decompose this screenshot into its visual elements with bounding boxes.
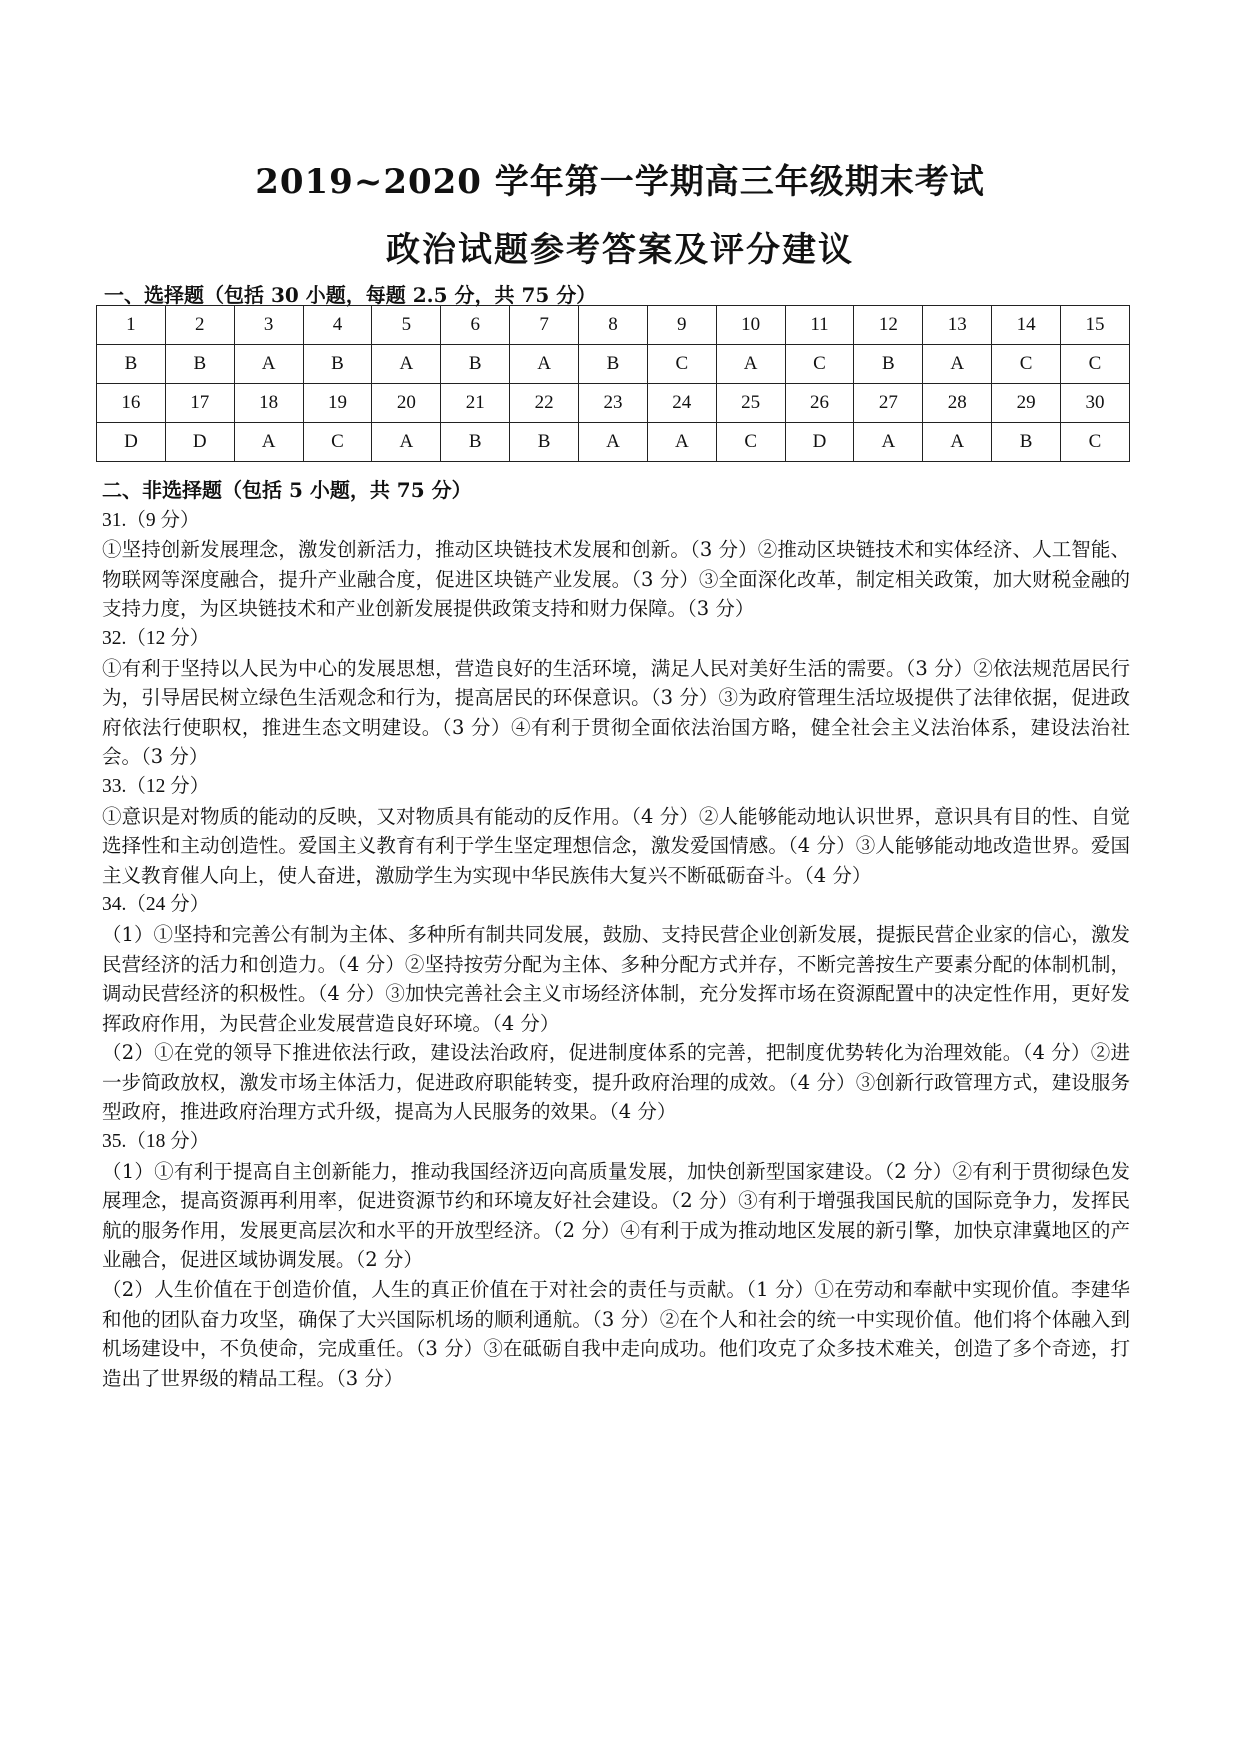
question-block (102, 506, 1130, 624)
answer-cell: A (372, 345, 441, 384)
answer-cell: C (647, 345, 716, 384)
answer-cell: C (303, 423, 372, 462)
question-number-cell: 19 (303, 384, 372, 423)
document-subtitle: 政治试题参考答案及评分建议 (386, 230, 854, 270)
question-number: 33.（12 分） (102, 775, 210, 797)
question-block (102, 772, 1130, 890)
question-number-cell: 23 (579, 384, 648, 423)
answer-paragraph: ①有利于坚持以人民为中心的发展思想，营造良好的生活环境，满足人民对美好生活的需要。（3 分）②依法规范居民行为，引导居民树立绿色生活观念和行为，提高居民的环保意识。（3 分）③为政府管理生活垃圾提供了法律依据，促进政府依法行使职权，推进生态文明建设。（3 分）④有利于贯彻全面依法治国方略，健全社会主义法治体系，建设法治社会。（3 分） (102, 656, 1130, 769)
question-block (102, 890, 1130, 1127)
question-number-row (97, 384, 1130, 423)
section2-heading: 二、非选择题（包括 5 小题，共 75 分） (102, 478, 472, 502)
question-number-cell: 2 (165, 306, 234, 345)
section2-body (102, 476, 1130, 1393)
answer-cell: B (303, 345, 372, 384)
answer-row (97, 345, 1130, 384)
question-number-cell: 1 (97, 306, 166, 345)
question-number-cell: 24 (647, 384, 716, 423)
answer-cell: B (510, 423, 579, 462)
answer-paragraph: ①坚持创新发展理念，激发创新活力，推动区块链技术发展和创新。（3 分）②推动区块链技术和实体经济、人工智能、物联网等深度融合，提升产业融合度，促进区块链产业发展。（3 分）③全面深化改革，制定相关政策，加大财税金融的支持力度，为区块链技术和产业创新发展提供政策支持和财力保障。（3 分） (102, 538, 1130, 621)
answer-cell: D (785, 423, 854, 462)
question-list (102, 506, 1130, 1394)
question-number-cell: 16 (97, 384, 166, 423)
question-number-row (97, 306, 1130, 345)
answer-cell: A (234, 423, 303, 462)
question-number-cell: 28 (923, 384, 992, 423)
question-number: 35.（18 分） (102, 1131, 210, 1153)
answer-paragraph: （1）①有利于提高自主创新能力，推动我国经济迈向高质量发展，加快创新型国家建设。（2 分）②有利于贯彻绿色发展理念，提高资源再利用率，促进资源节约和环境友好社会建设。（2 分）③有利于增强我国民航的国际竞争力，发挥民航的服务作用，发展更高层次和水平的开放型经济。（2 分）④有利于成为推动地区发展的新引擎，加快京津冀地区的产业融合，促进区域协调发展。（2 分） (102, 1159, 1130, 1272)
answer-cell: C (716, 423, 785, 462)
question-number-cell: 30 (1061, 384, 1130, 423)
answer-table (96, 305, 1130, 462)
answer-paragraph: ①意识是对物质的能动的反映，又对物质具有能动的反作用。（4 分）②人能够能动地认识世界，意识具有目的性、自觉选择性和主动创造性。爱国主义教育有利于学生坚定理想信念，激发爱国情感。（4 分）③人能够能动地改造世界。爱国主义教育催人向上，使人奋进，激励学生为实现中华民族伟大复兴不断砥砺奋斗。（4 分） (102, 804, 1130, 887)
document-title: 2019~2020 学年第一学期高三年级期末考试 (255, 162, 985, 202)
question-number-cell: 7 (510, 306, 579, 345)
question-number-cell: 17 (165, 384, 234, 423)
question-block (102, 1127, 1130, 1393)
question-number-cell: 20 (372, 384, 441, 423)
answer-cell: B (579, 345, 648, 384)
question-number-cell: 22 (510, 384, 579, 423)
question-number-cell: 13 (923, 306, 992, 345)
answer-cell: A (923, 423, 992, 462)
question-number: 31.（9 分） (102, 509, 200, 531)
answer-cell: A (923, 345, 992, 384)
question-number-cell: 14 (992, 306, 1061, 345)
answer-cell: A (234, 345, 303, 384)
answer-cell: C (1061, 423, 1130, 462)
answer-cell: B (441, 345, 510, 384)
answer-row (97, 423, 1130, 462)
answer-paragraph: （1）①坚持和完善公有制为主体、多种所有制共同发展，鼓励、支持民营企业创新发展，提振民营企业家的信心，激发民营经济的活力和创造力。（4 分）②坚持按劳分配为主体、多种分配方式并存，不断完善按生产要素分配的体制机制，调动民营经济的积极性。（4 分）③加快完善社会主义市场经济体制，充分发挥市场在资源配置中的决定性作用，更好发挥政府作用，为民营企业发展营造良好环境。（4 分） (102, 922, 1130, 1035)
section1-heading: 一、选择题（包括 30 小题，每题 2.5 分，共 75 分） (104, 283, 597, 307)
question-block (102, 624, 1130, 772)
answer-cell: B (854, 345, 923, 384)
question-number-cell: 15 (1061, 306, 1130, 345)
answer-cell: A (510, 345, 579, 384)
question-number-cell: 25 (716, 384, 785, 423)
answer-cell: A (854, 423, 923, 462)
answer-cell: B (165, 345, 234, 384)
question-number: 34.（24 分） (102, 894, 210, 916)
question-number: 32.（12 分） (102, 627, 210, 649)
question-number-cell: 26 (785, 384, 854, 423)
answer-cell: D (97, 423, 166, 462)
answer-paragraph: （2）人生价值在于创造价值，人生的真正价值在于对社会的责任与贡献。（1 分）①在劳动和奉献中实现价值。李建华和他的团队奋力攻坚，确保了大兴国际机场的顺利通航。（3 分）②在个人和社会的统一中实现价值。他们将个体融入到机场建设中，不负使命，完成重任。（3 分）③在砥砺自我中走向成功。他们攻克了众多技术难关，创造了多个奇迹，打造出了世界级的精品工程。（3 分） (102, 1278, 1130, 1390)
question-number-cell: 6 (441, 306, 510, 345)
answer-cell: D (165, 423, 234, 462)
question-number-cell: 11 (785, 306, 854, 345)
answer-cell: B (97, 345, 166, 384)
answer-cell: C (1061, 345, 1130, 384)
question-number-cell: 21 (441, 384, 510, 423)
question-number-cell: 9 (647, 306, 716, 345)
question-number-cell: 12 (854, 306, 923, 345)
question-number-cell: 3 (234, 306, 303, 345)
answer-cell: C (785, 345, 854, 384)
answer-cell: A (372, 423, 441, 462)
question-number-cell: 8 (579, 306, 648, 345)
answer-cell: B (441, 423, 510, 462)
question-number-cell: 18 (234, 384, 303, 423)
answer-cell: C (992, 345, 1061, 384)
question-number-cell: 10 (716, 306, 785, 345)
answer-cell: A (579, 423, 648, 462)
answer-paragraph: （2）①在党的领导下推进依法行政，建设法治政府，促进制度体系的完善，把制度优势转化为治理效能。（4 分）②进一步简政放权，激发市场主体活力，促进政府职能转变，提升政府治理的成效。（4 分）③创新行政管理方式，建设服务型政府，推进政府治理方式升级，提高为人民服务的效果。（4 分） (102, 1041, 1130, 1124)
answer-cell: A (647, 423, 716, 462)
answer-cell: B (992, 423, 1061, 462)
question-number-cell: 4 (303, 306, 372, 345)
answer-cell: A (716, 345, 785, 384)
question-number-cell: 27 (854, 384, 923, 423)
question-number-cell: 29 (992, 384, 1061, 423)
question-number-cell: 5 (372, 306, 441, 345)
